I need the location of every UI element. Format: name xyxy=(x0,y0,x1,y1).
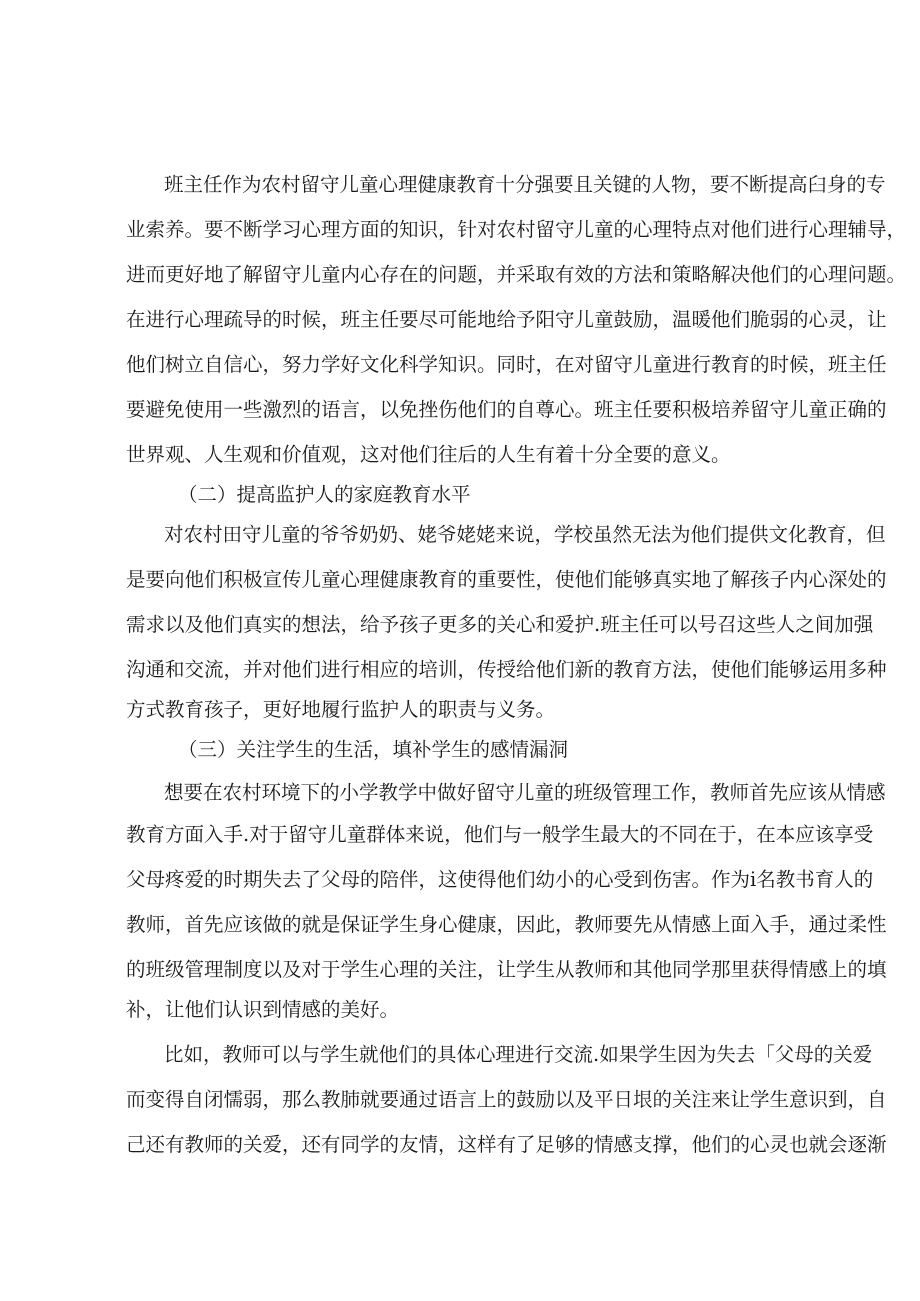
paragraph-2-line-3: 需求以及他们真实的想法，给予孩子更多的关心和爱护.班主任可以号召这些人之间加强 xyxy=(126,613,874,636)
paragraph-1-line-2: 业索养。要不断学习心理方面的知识，针对农村留守儿童的心理特点对他们进行心理辅导， xyxy=(126,218,907,241)
paragraph-2-line-4: 沟通和交流，并对他们进行相应的培训，传授给他们新的教育方法，使他们能够运用多种 xyxy=(126,658,887,681)
paragraph-3-line-4: 教师，首先应该做的就是保证学生身心健康，因此，教师要先从情感上面入手，通过柔性 xyxy=(126,913,887,936)
paragraph-3-line-3: 父母疼爱的时期失去了父母的陪伴，这使得他们幼小的心受到伤害。作为i名教书育人的 xyxy=(126,868,874,891)
paragraph-1-line-4: 在进行心理疏导的时候，班主任要尽可能地给予阳守儿童鼓励，温暖他们脆弱的心灵，让 xyxy=(126,308,887,331)
paragraph-2-line-5: 方式教育孩子，更好地履行监护人的职责与义务。 xyxy=(126,698,556,721)
paragraph-1-line-7: 世界观、人生观和价值观，这对他们往后的人生有着十分全要的意义。 xyxy=(126,443,731,466)
paragraph-1-line-5: 他们树立自信心，努力学好文化科学知识。同时，在对留守儿童进行教育的时候，班主任 xyxy=(126,353,887,376)
paragraph-1-line-1: 班主任作为农村留守儿童心理健康教育十分强要且关键的人物，要不断提高臼身的专 xyxy=(164,173,886,196)
paragraph-4-line-2: 而变得自闭懦弱，那么教肺就要通过语言上的鼓励以及平日垠的关注来让学生意识到，自 xyxy=(126,1088,887,1111)
paragraph-4-line-3: 己还有教师的关爱，还有同学的友情，这样有了足够的情感支撑，他们的心灵也就会逐渐 xyxy=(126,1133,887,1156)
paragraph-3-line-6: 补，让他们认识到情感的美好。 xyxy=(126,998,400,1021)
paragraph-3-line-2: 教育方面入手.对于留守儿童群体来说，他们与一般学生最大的不同在于，在本应该享受 xyxy=(126,823,874,846)
paragraph-1-line-3: 进而更好地了解留守儿童内心存在的问题，并采取有效的方法和策略解决他们的心理问题。 xyxy=(126,263,907,286)
paragraph-2-line-1: 对农村田守儿童的爷爷奶奶、姥爷姥姥来说，学校虽然无法为他们提供文化教育，但 xyxy=(164,523,886,546)
section-heading-3: （三）关注学生的生活，填补学生的感情漏洞 xyxy=(178,738,569,761)
paragraph-1-line-6: 要避免使用一些激烈的语言，以免挫伤他们的自尊心。班主任要积极培养留守儿童正确的 xyxy=(126,398,887,421)
paragraph-3-line-1: 想要在农村环境下的小学教学中做好留守儿童的班级管理工作，教师首先应该从情感 xyxy=(164,781,886,804)
paragraph-4-line-1: 比如，教师可以与学生就他们的具体心理进行交流.如果学生因为失去「父母的关爱 xyxy=(164,1043,873,1066)
paragraph-3-line-5: 的班级管理制度以及对于学生心理的关注，让学生从教师和其他同学那里获得情感上的填 xyxy=(126,958,887,981)
section-heading-2: （二）提高监护人的家庭教育水平 xyxy=(178,483,471,506)
paragraph-2-line-2: 是要向他们积极宣传儿童心理健康教育的重要性，使他们能够真实地了解孩子内心深处的 xyxy=(126,568,887,591)
